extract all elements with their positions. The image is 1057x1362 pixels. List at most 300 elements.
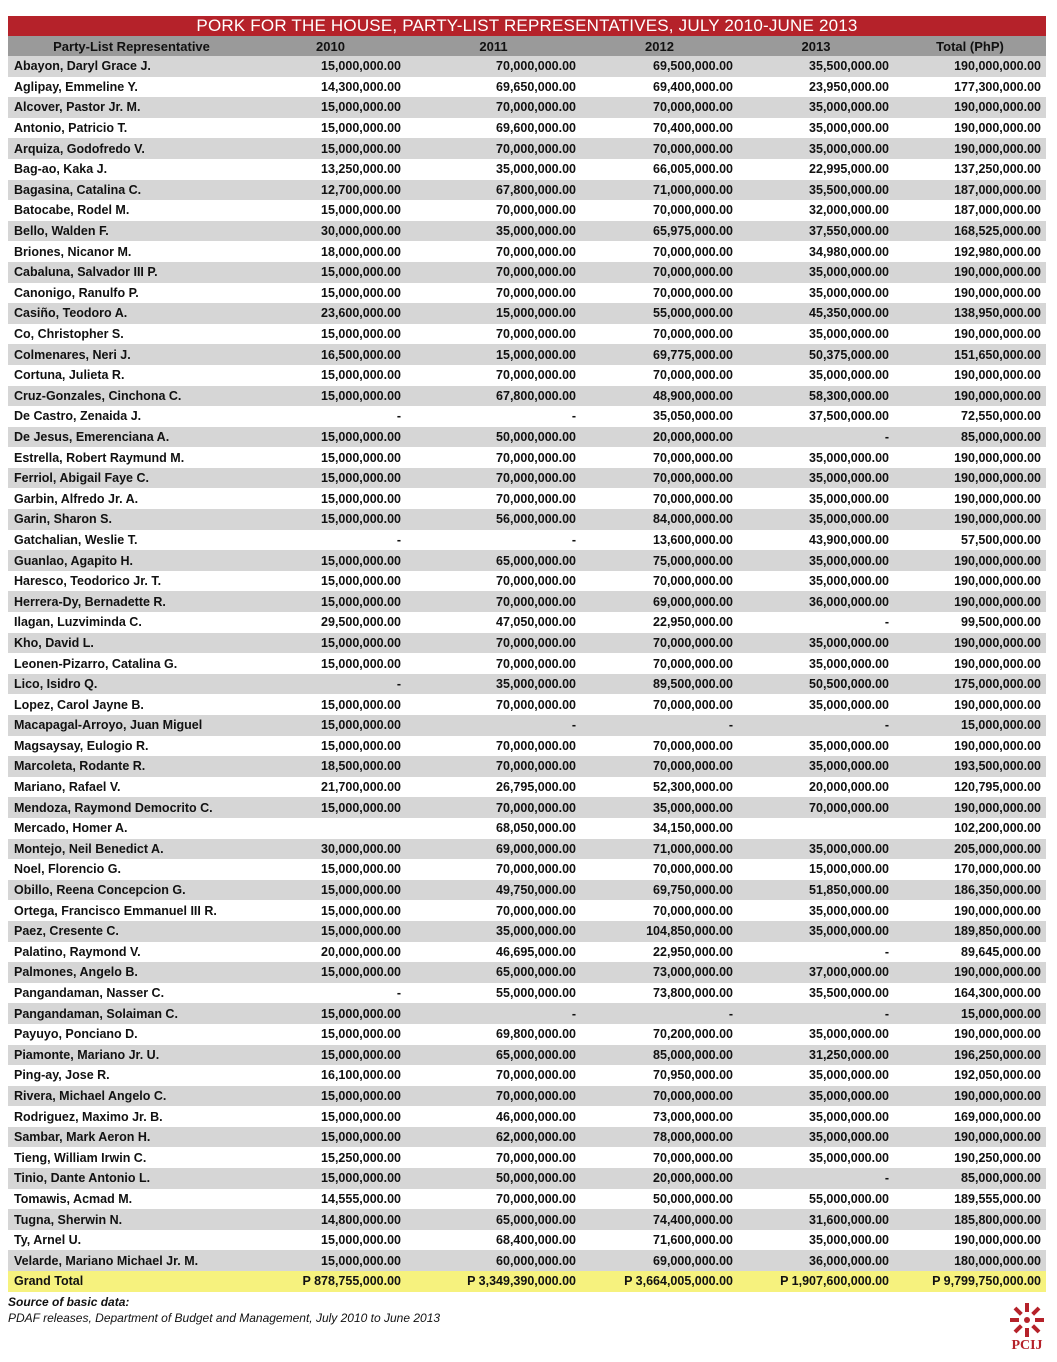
amount-cell: 70,000,000.00: [581, 241, 738, 262]
amount-cell: 15,000,000.00: [255, 386, 406, 407]
amount-cell: 75,000,000.00: [581, 550, 738, 571]
representative-name-cell: Cortuna, Julieta R.: [8, 365, 255, 386]
amount-cell: 70,000,000.00: [406, 900, 581, 921]
amount-cell: 15,000,000.00: [255, 1250, 406, 1271]
table-row: [8, 200, 1046, 221]
amount-cell: 36,000,000.00: [738, 1250, 894, 1271]
amount-cell: -: [255, 983, 406, 1004]
amount-cell: 70,000,000.00: [581, 283, 738, 304]
amount-cell: 70,950,000.00: [581, 1065, 738, 1086]
amount-cell: 70,000,000.00: [406, 797, 581, 818]
amount-cell: 15,000,000.00: [255, 1127, 406, 1148]
amount-cell: 51,850,000.00: [738, 880, 894, 901]
amount-cell: 15,000,000.00: [406, 303, 581, 324]
amount-cell: 70,000,000.00: [581, 1147, 738, 1168]
amount-cell: 190,000,000.00: [894, 262, 1046, 283]
amount-cell: 35,000,000.00: [738, 653, 894, 674]
amount-cell: 78,000,000.00: [581, 1127, 738, 1148]
amount-cell: 69,800,000.00: [406, 1024, 581, 1045]
amount-cell: 36,000,000.00: [738, 591, 894, 612]
amount-cell: 70,000,000.00: [406, 633, 581, 654]
representative-name-cell: Rodriguez, Maximo Jr. B.: [8, 1106, 255, 1127]
table-row: [8, 839, 1046, 860]
amount-cell: 14,300,000.00: [255, 77, 406, 98]
amount-cell: 138,950,000.00: [894, 303, 1046, 324]
table-row: [8, 1147, 1046, 1168]
representative-name-cell: Lico, Isidro Q.: [8, 674, 255, 695]
table-row: [8, 633, 1046, 654]
amount-cell: 35,000,000.00: [738, 1106, 894, 1127]
amount-cell: 73,000,000.00: [581, 1106, 738, 1127]
amount-cell: 15,000,000.00: [255, 365, 406, 386]
table-row: [8, 1127, 1046, 1148]
amount-cell: 35,000,000.00: [738, 138, 894, 159]
amount-cell: 70,000,000.00: [406, 1147, 581, 1168]
amount-cell: 29,500,000.00: [255, 612, 406, 633]
table-row: [8, 77, 1046, 98]
amount-cell: 192,980,000.00: [894, 241, 1046, 262]
amount-cell: 69,650,000.00: [406, 77, 581, 98]
amount-cell: 15,000,000.00: [255, 283, 406, 304]
amount-cell: 190,000,000.00: [894, 1127, 1046, 1148]
representative-name-cell: Ping-ay, Jose R.: [8, 1065, 255, 1086]
amount-cell: 70,000,000.00: [581, 200, 738, 221]
amount-cell: 35,000,000.00: [738, 900, 894, 921]
amount-cell: 50,375,000.00: [738, 344, 894, 365]
table-row: [8, 1045, 1046, 1066]
amount-cell: 65,000,000.00: [406, 550, 581, 571]
amount-cell: 35,000,000.00: [406, 159, 581, 180]
amount-cell: 70,000,000.00: [581, 1086, 738, 1107]
amount-cell: 70,000,000.00: [406, 262, 581, 283]
amount-cell: 35,000,000.00: [738, 633, 894, 654]
amount-cell: 71,600,000.00: [581, 1230, 738, 1251]
representative-name-cell: Casiño, Teodoro A.: [8, 303, 255, 324]
amount-cell: 58,300,000.00: [738, 386, 894, 407]
amount-cell: 170,000,000.00: [894, 859, 1046, 880]
table-row: [8, 180, 1046, 201]
amount-cell: 15,000,000.00: [255, 118, 406, 139]
table-row: [8, 859, 1046, 880]
amount-cell: 45,350,000.00: [738, 303, 894, 324]
amount-cell: 43,900,000.00: [738, 530, 894, 551]
amount-cell: 65,000,000.00: [406, 962, 581, 983]
table-row: [8, 1189, 1046, 1210]
table-row: [8, 1086, 1046, 1107]
amount-cell: 102,200,000.00: [894, 818, 1046, 839]
table-row: [8, 1106, 1046, 1127]
amount-cell: 70,000,000.00: [581, 756, 738, 777]
source-label: Source of basic data:: [8, 1295, 130, 1309]
amount-cell: 72,550,000.00: [894, 406, 1046, 427]
grand-total-2013: P 1,907,600,000.00: [738, 1271, 894, 1292]
table-row: [8, 921, 1046, 942]
amount-cell: 50,000,000.00: [406, 1168, 581, 1189]
representative-name-cell: Rivera, Michael Angelo C.: [8, 1086, 255, 1107]
amount-cell: 190,000,000.00: [894, 56, 1046, 77]
representative-name-cell: Ortega, Francisco Emmanuel III R.: [8, 900, 255, 921]
amount-cell: 70,000,000.00: [738, 797, 894, 818]
amount-cell: 169,000,000.00: [894, 1106, 1046, 1127]
amount-cell: 84,000,000.00: [581, 509, 738, 530]
amount-cell: 15,000,000.00: [255, 694, 406, 715]
amount-cell: 15,000,000.00: [255, 591, 406, 612]
table-row: [8, 694, 1046, 715]
amount-cell: 15,000,000.00: [255, 138, 406, 159]
amount-cell: [738, 818, 894, 839]
amount-cell: 190,250,000.00: [894, 1147, 1046, 1168]
amount-cell: 35,000,000.00: [738, 118, 894, 139]
amount-cell: 35,000,000.00: [738, 756, 894, 777]
amount-cell: 70,000,000.00: [581, 859, 738, 880]
pcij-flower-icon: [1002, 1300, 1052, 1340]
amount-cell: 70,000,000.00: [406, 241, 581, 262]
amount-cell: 70,000,000.00: [581, 488, 738, 509]
amount-cell: 15,000,000.00: [255, 1230, 406, 1251]
amount-cell: 60,000,000.00: [406, 1250, 581, 1271]
table-row: [8, 715, 1046, 736]
table-row: [8, 1003, 1046, 1024]
amount-cell: 190,000,000.00: [894, 386, 1046, 407]
amount-cell: 15,000,000.00: [894, 1003, 1046, 1024]
amount-cell: 49,750,000.00: [406, 880, 581, 901]
table-row: [8, 221, 1046, 242]
representative-name-cell: Marcoleta, Rodante R.: [8, 756, 255, 777]
representative-name-cell: Antonio, Patricio T.: [8, 118, 255, 139]
amount-cell: 68,400,000.00: [406, 1230, 581, 1251]
amount-cell: 22,995,000.00: [738, 159, 894, 180]
amount-cell: 70,000,000.00: [406, 859, 581, 880]
representative-name-cell: Briones, Nicanor M.: [8, 241, 255, 262]
amount-cell: 35,050,000.00: [581, 406, 738, 427]
table-row: [8, 97, 1046, 118]
table-row: [8, 818, 1046, 839]
amount-cell: 70,000,000.00: [406, 756, 581, 777]
amount-cell: 35,000,000.00: [738, 571, 894, 592]
column-header-2012: 2012: [581, 36, 738, 56]
amount-cell: 35,000,000.00: [738, 324, 894, 345]
table-row: [8, 447, 1046, 468]
table-row: [8, 344, 1046, 365]
amount-cell: -: [255, 530, 406, 551]
amount-cell: 23,950,000.00: [738, 77, 894, 98]
amount-cell: 22,950,000.00: [581, 942, 738, 963]
amount-cell: 67,800,000.00: [406, 386, 581, 407]
representative-name-cell: Tomawis, Acmad M.: [8, 1189, 255, 1210]
representative-name-cell: Magsaysay, Eulogio R.: [8, 736, 255, 757]
representative-name-cell: Velarde, Mariano Michael Jr. M.: [8, 1250, 255, 1271]
representative-name-cell: Co, Christopher S.: [8, 324, 255, 345]
amount-cell: 70,000,000.00: [406, 1189, 581, 1210]
amount-cell: 70,000,000.00: [581, 324, 738, 345]
amount-cell: 193,500,000.00: [894, 756, 1046, 777]
amount-cell: 14,800,000.00: [255, 1209, 406, 1230]
amount-cell: 48,900,000.00: [581, 386, 738, 407]
representative-name-cell: Mercado, Homer A.: [8, 818, 255, 839]
amount-cell: 31,250,000.00: [738, 1045, 894, 1066]
pcij-logo: [1002, 1300, 1052, 1358]
amount-cell: 15,000,000.00: [255, 262, 406, 283]
amount-cell: 35,500,000.00: [738, 56, 894, 77]
representative-name-cell: Cruz-Gonzales, Cinchona C.: [8, 386, 255, 407]
amount-cell: -: [255, 406, 406, 427]
representative-name-cell: Ty, Arnel U.: [8, 1230, 255, 1251]
amount-cell: 18,500,000.00: [255, 756, 406, 777]
amount-cell: 15,000,000.00: [255, 633, 406, 654]
table-row: [8, 983, 1046, 1004]
amount-cell: 177,300,000.00: [894, 77, 1046, 98]
representative-name-cell: Haresco, Teodorico Jr. T.: [8, 571, 255, 592]
amount-cell: 56,000,000.00: [406, 509, 581, 530]
amount-cell: 15,250,000.00: [255, 1147, 406, 1168]
amount-cell: 190,000,000.00: [894, 571, 1046, 592]
amount-cell: 168,525,000.00: [894, 221, 1046, 242]
amount-cell: 70,000,000.00: [406, 138, 581, 159]
column-header-total: Total (PhP): [894, 36, 1046, 56]
amount-cell: 192,050,000.00: [894, 1065, 1046, 1086]
representative-name-cell: Colmenares, Neri J.: [8, 344, 255, 365]
amount-cell: 70,000,000.00: [581, 571, 738, 592]
amount-cell: 190,000,000.00: [894, 591, 1046, 612]
amount-cell: 35,000,000.00: [581, 797, 738, 818]
amount-cell: 190,000,000.00: [894, 1086, 1046, 1107]
source-note: [8, 1295, 440, 1325]
amount-cell: 35,000,000.00: [738, 1147, 894, 1168]
amount-cell: 70,000,000.00: [581, 900, 738, 921]
amount-cell: 69,600,000.00: [406, 118, 581, 139]
amount-cell: 70,000,000.00: [406, 591, 581, 612]
amount-cell: 34,150,000.00: [581, 818, 738, 839]
table-row: [8, 283, 1046, 304]
amount-cell: 30,000,000.00: [255, 221, 406, 242]
representative-name-cell: Gatchalian, Weslie T.: [8, 530, 255, 551]
amount-cell: [255, 818, 406, 839]
table-row: [8, 777, 1046, 798]
representative-name-cell: Mendoza, Raymond Democrito C.: [8, 797, 255, 818]
amount-cell: 15,000,000.00: [406, 344, 581, 365]
amount-cell: 70,000,000.00: [581, 365, 738, 386]
representative-name-cell: Abayon, Daryl Grace J.: [8, 56, 255, 77]
amount-cell: 15,000,000.00: [255, 1106, 406, 1127]
representative-name-cell: Sambar, Mark Aeron H.: [8, 1127, 255, 1148]
amount-cell: 85,000,000.00: [894, 427, 1046, 448]
amount-cell: 26,795,000.00: [406, 777, 581, 798]
amount-cell: 23,600,000.00: [255, 303, 406, 324]
amount-cell: 71,000,000.00: [581, 839, 738, 860]
representative-name-cell: Estrella, Robert Raymund M.: [8, 447, 255, 468]
amount-cell: 70,000,000.00: [406, 200, 581, 221]
amount-cell: 164,300,000.00: [894, 983, 1046, 1004]
amount-cell: 15,000,000.00: [255, 1003, 406, 1024]
source-text: PDAF releases, Department of Budget and Management, July 2010 to June 2013: [8, 1311, 441, 1325]
representative-name-cell: Tieng, William Irwin C.: [8, 1147, 255, 1168]
amount-cell: 35,000,000.00: [738, 550, 894, 571]
amount-cell: 70,000,000.00: [406, 283, 581, 304]
amount-cell: 15,000,000.00: [255, 447, 406, 468]
amount-cell: 14,555,000.00: [255, 1189, 406, 1210]
amount-cell: 35,500,000.00: [738, 983, 894, 1004]
amount-cell: 137,250,000.00: [894, 159, 1046, 180]
amount-cell: -: [406, 715, 581, 736]
column-header-2011: 2011: [406, 36, 581, 56]
amount-cell: 185,800,000.00: [894, 1209, 1046, 1230]
amount-cell: 57,500,000.00: [894, 530, 1046, 551]
representative-name-cell: Piamonte, Mariano Jr. U.: [8, 1045, 255, 1066]
table-row: [8, 1230, 1046, 1251]
amount-cell: -: [738, 942, 894, 963]
amount-cell: 70,000,000.00: [406, 447, 581, 468]
amount-cell: 70,400,000.00: [581, 118, 738, 139]
representative-name-cell: Arquiza, Godofredo V.: [8, 138, 255, 159]
amount-cell: 55,000,000.00: [581, 303, 738, 324]
amount-cell: 50,000,000.00: [581, 1189, 738, 1210]
amount-cell: 62,000,000.00: [406, 1127, 581, 1148]
representative-name-cell: Montejo, Neil Benedict A.: [8, 839, 255, 860]
amount-cell: 22,950,000.00: [581, 612, 738, 633]
amount-cell: 15,000,000.00: [255, 324, 406, 345]
amount-cell: 196,250,000.00: [894, 1045, 1046, 1066]
amount-cell: 151,650,000.00: [894, 344, 1046, 365]
amount-cell: 15,000,000.00: [255, 509, 406, 530]
representative-name-cell: Alcover, Pastor Jr. M.: [8, 97, 255, 118]
amount-cell: 35,000,000.00: [738, 1230, 894, 1251]
amount-cell: 35,000,000.00: [738, 488, 894, 509]
table-row: [8, 241, 1046, 262]
representative-name-cell: Bello, Walden F.: [8, 221, 255, 242]
amount-cell: 15,000,000.00: [255, 468, 406, 489]
amount-cell: 15,000,000.00: [255, 736, 406, 757]
amount-cell: 70,000,000.00: [581, 468, 738, 489]
table-row: [8, 386, 1046, 407]
amount-cell: 37,550,000.00: [738, 221, 894, 242]
amount-cell: 70,000,000.00: [581, 262, 738, 283]
table-row: [8, 591, 1046, 612]
amount-cell: 35,000,000.00: [738, 468, 894, 489]
amount-cell: 15,000,000.00: [255, 97, 406, 118]
amount-cell: 35,000,000.00: [738, 283, 894, 304]
table-row: [8, 159, 1046, 180]
amount-cell: 35,000,000.00: [406, 674, 581, 695]
amount-cell: 70,000,000.00: [406, 694, 581, 715]
amount-cell: 20,000,000.00: [738, 777, 894, 798]
amount-cell: 70,000,000.00: [406, 56, 581, 77]
amount-cell: 55,000,000.00: [406, 983, 581, 1004]
representative-name-cell: Herrera-Dy, Bernadette R.: [8, 591, 255, 612]
table-row: [8, 653, 1046, 674]
amount-cell: 68,050,000.00: [406, 818, 581, 839]
amount-cell: 18,000,000.00: [255, 241, 406, 262]
amount-cell: 35,000,000.00: [738, 694, 894, 715]
table-row: [8, 488, 1046, 509]
amount-cell: 190,000,000.00: [894, 550, 1046, 571]
amount-cell: 16,100,000.00: [255, 1065, 406, 1086]
amount-cell: 21,700,000.00: [255, 777, 406, 798]
table-row: [8, 962, 1046, 983]
amount-cell: 190,000,000.00: [894, 447, 1046, 468]
amount-cell: 35,000,000.00: [738, 921, 894, 942]
amount-cell: 70,000,000.00: [581, 138, 738, 159]
amount-cell: 30,000,000.00: [255, 839, 406, 860]
representative-name-cell: Garbin, Alfredo Jr. A.: [8, 488, 255, 509]
amount-cell: 70,000,000.00: [406, 468, 581, 489]
representative-name-cell: Tinio, Dante Antonio L.: [8, 1168, 255, 1189]
amount-cell: -: [581, 1003, 738, 1024]
amount-cell: 190,000,000.00: [894, 283, 1046, 304]
amount-cell: 20,000,000.00: [581, 427, 738, 448]
page-title: PORK FOR THE HOUSE, PARTY-LIST REPRESENTATIVES, JULY 2010-JUNE 2013: [8, 16, 1046, 36]
table-row: [8, 365, 1046, 386]
amount-cell: 15,000,000.00: [255, 200, 406, 221]
amount-cell: 70,200,000.00: [581, 1024, 738, 1045]
amount-cell: 70,000,000.00: [406, 1086, 581, 1107]
amount-cell: 190,000,000.00: [894, 653, 1046, 674]
amount-cell: 35,000,000.00: [738, 1086, 894, 1107]
amount-cell: 15,000,000.00: [255, 962, 406, 983]
representative-name-cell: Noel, Florencio G.: [8, 859, 255, 880]
amount-cell: 70,000,000.00: [406, 736, 581, 757]
amount-cell: -: [738, 427, 894, 448]
amount-cell: 15,000,000.00: [255, 859, 406, 880]
amount-cell: -: [738, 612, 894, 633]
table-row: [8, 550, 1046, 571]
amount-cell: -: [406, 530, 581, 551]
amount-cell: 85,000,000.00: [894, 1168, 1046, 1189]
column-header-representative: Party-List Representative: [8, 36, 255, 56]
amount-cell: 189,850,000.00: [894, 921, 1046, 942]
amount-cell: 190,000,000.00: [894, 797, 1046, 818]
representative-name-cell: Obillo, Reena Concepcion G.: [8, 880, 255, 901]
table-row: [8, 571, 1046, 592]
amount-cell: 73,000,000.00: [581, 962, 738, 983]
amount-cell: 15,000,000.00: [738, 859, 894, 880]
representative-name-cell: Batocabe, Rodel M.: [8, 200, 255, 221]
representative-name-cell: Lopez, Carol Jayne B.: [8, 694, 255, 715]
amount-cell: 15,000,000.00: [255, 715, 406, 736]
amount-cell: 70,000,000.00: [581, 736, 738, 757]
amount-cell: 190,000,000.00: [894, 97, 1046, 118]
amount-cell: 31,600,000.00: [738, 1209, 894, 1230]
amount-cell: 15,000,000.00: [255, 488, 406, 509]
amount-cell: 35,000,000.00: [406, 221, 581, 242]
amount-cell: 35,000,000.00: [738, 262, 894, 283]
amount-cell: 37,000,000.00: [738, 962, 894, 983]
representative-name-cell: De Castro, Zenaida J.: [8, 406, 255, 427]
amount-cell: 70,000,000.00: [406, 1065, 581, 1086]
amount-cell: 187,000,000.00: [894, 200, 1046, 221]
amount-cell: 70,000,000.00: [406, 324, 581, 345]
amount-cell: 187,000,000.00: [894, 180, 1046, 201]
amount-cell: 15,000,000.00: [255, 900, 406, 921]
amount-cell: 73,800,000.00: [581, 983, 738, 1004]
amount-cell: 70,000,000.00: [406, 653, 581, 674]
representative-name-cell: Pangandaman, Nasser C.: [8, 983, 255, 1004]
amount-cell: 20,000,000.00: [255, 942, 406, 963]
amount-cell: 46,000,000.00: [406, 1106, 581, 1127]
table-row: [8, 1168, 1046, 1189]
amount-cell: 35,500,000.00: [738, 180, 894, 201]
amount-cell: 190,000,000.00: [894, 138, 1046, 159]
grand-total-label: Grand Total: [8, 1271, 255, 1292]
amount-cell: 74,400,000.00: [581, 1209, 738, 1230]
amount-cell: 67,800,000.00: [406, 180, 581, 201]
amount-cell: 15,000,000.00: [255, 571, 406, 592]
table-row: [8, 138, 1046, 159]
amount-cell: 190,000,000.00: [894, 900, 1046, 921]
representative-name-cell: Tugna, Sherwin N.: [8, 1209, 255, 1230]
representative-name-cell: Aglipay, Emmeline Y.: [8, 77, 255, 98]
amount-cell: 190,000,000.00: [894, 633, 1046, 654]
amount-cell: 69,000,000.00: [581, 591, 738, 612]
